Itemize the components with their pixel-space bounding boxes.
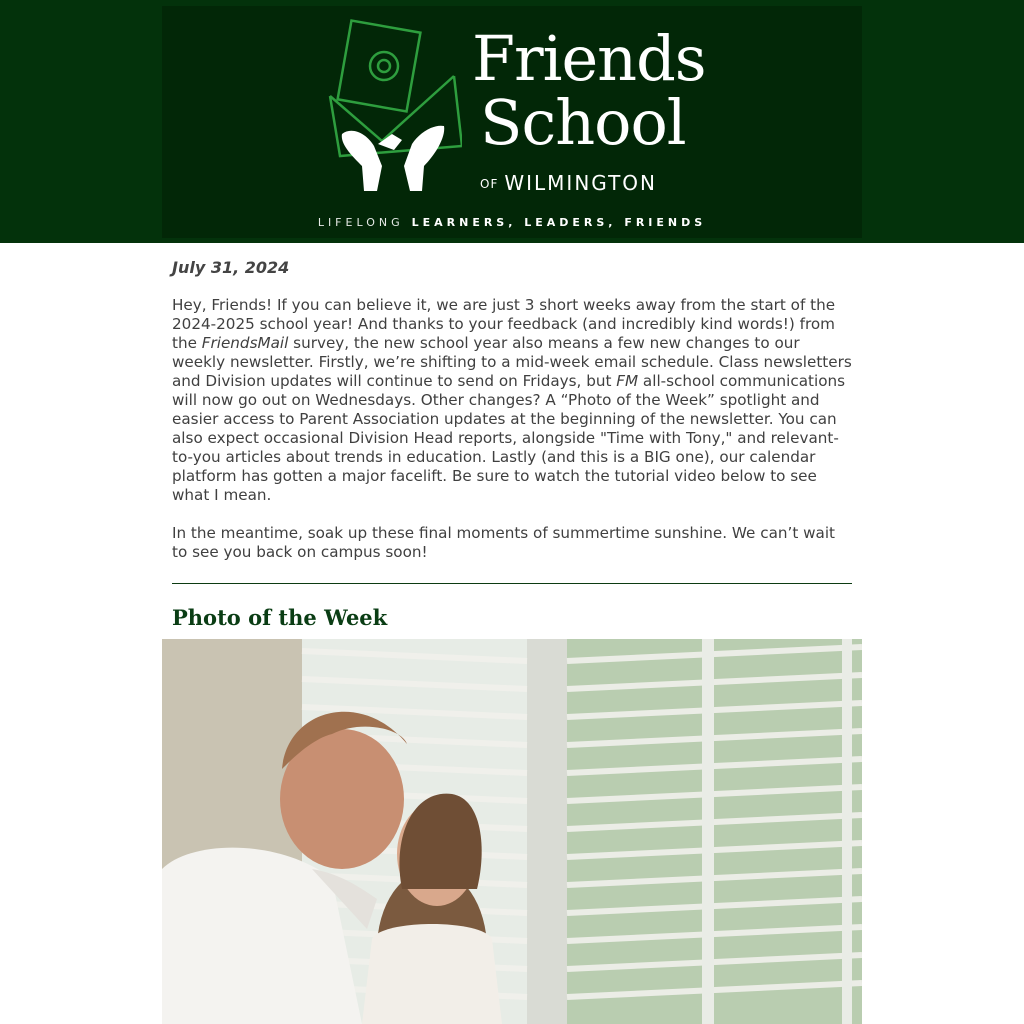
- brand-place: WILMINGTON: [504, 171, 657, 195]
- header-banner: [0, 0, 1024, 243]
- intro-friendsmail: FriendsMail: [201, 334, 289, 352]
- newsletter-body: [172, 258, 852, 630]
- photo-of-the-week-image: [162, 639, 862, 1024]
- brand-line-friends: Friends: [472, 22, 706, 95]
- tagline-lifelong: LIFELONG: [317, 216, 404, 229]
- envelope-hands-logo-icon: [322, 16, 462, 196]
- intro-fm: FM: [616, 372, 639, 390]
- photo-of-the-week-title: Photo of the Week: [172, 605, 388, 630]
- brand-line-location: [480, 171, 657, 195]
- intro-paragraph: [172, 296, 852, 505]
- tagline: [162, 216, 862, 229]
- brand-of: OF: [480, 177, 499, 191]
- closing-paragraph: In the meantime, soak up these final moments of summertime sunshine. We can’t wait to see you back on campus soon!: [172, 524, 836, 561]
- newsletter-date: July 31, 2024: [172, 258, 290, 277]
- intro-text-a: Hey, Friends! If you can believe it, we are just 3 short weeks away from the start of the 2024-2025 school year! And thanks to your feedback (and incredibly kind words!) from the: [172, 296, 836, 352]
- intro-text-c: all-school communications will now go out on Wednesdays. Other changes? A “Photo of the Week” spotlight and easier access to Parent Association updates at the beginning of the newsletter. You can also expect occasional Division Head reports, alongside "Time with Tony," and relevant-to-you articles about trends in education. Lastly (and this is a BIG one), our calendar platform has gotten a major facelift. Be sure to watch the tutorial video below to see what I mean.: [172, 372, 846, 504]
- header-logo-area: [162, 6, 862, 238]
- photo-illustration: [162, 639, 862, 1024]
- brand-line-school: School: [480, 86, 686, 159]
- tagline-values: LEARNERS, LEADERS, FRIENDS: [411, 216, 707, 229]
- section-divider: [172, 583, 852, 584]
- intro-text-b: survey, the new school year also means a few new changes to our weekly newsletter. Firstly, we’re shifting to a mid-week email schedule. Class newsletters and Division updates will continue to send on Fridays, but: [172, 334, 852, 390]
